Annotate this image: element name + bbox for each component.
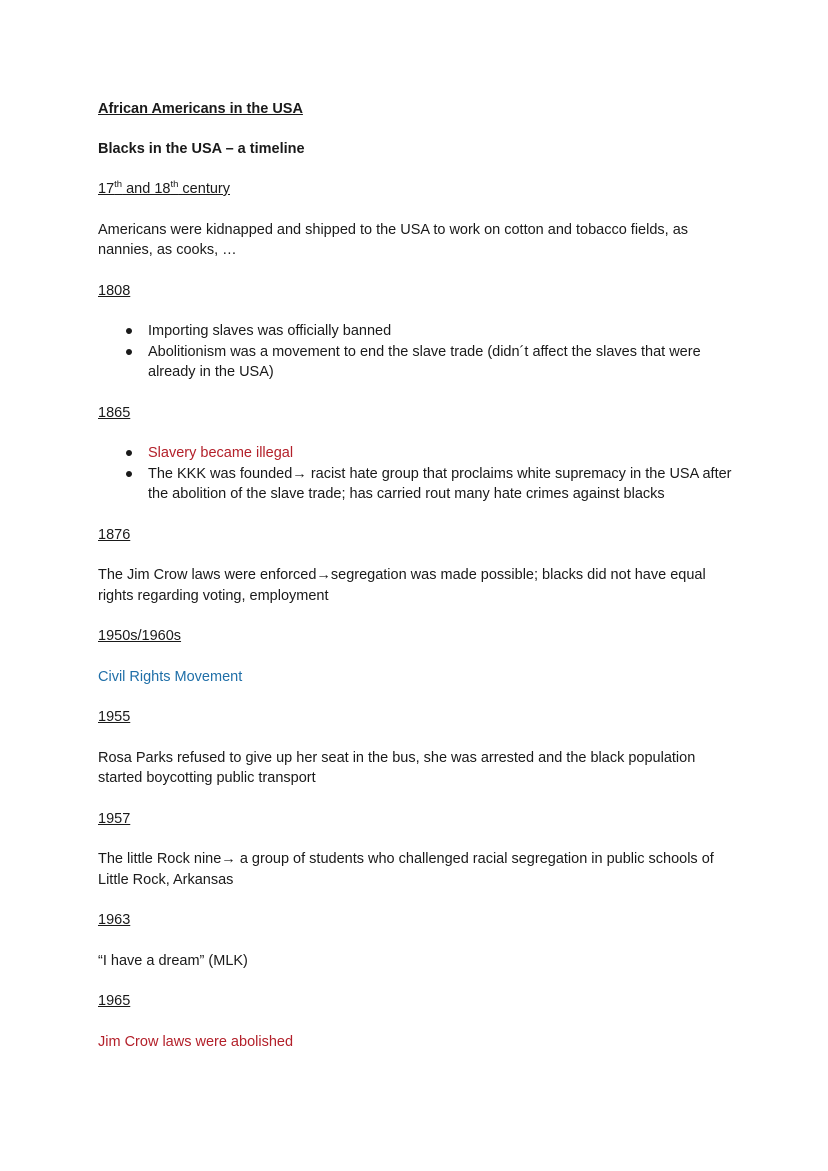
list-item: Abolitionism was a movement to end the slave trade (didn´t affect the slaves that were already in the USA) [148,342,738,383]
century-text: Americans were kidnapped and shipped to the USA to work on cotton and tobacco fields, as nannies, as cooks, … [98,221,689,258]
list-item: The KKK was founded→ racist hate group that proclaims white supremacy in the USA after the abolition of the slave trade; has carried rout many hate crimes against blacks [148,464,738,505]
year-1957: 1957 [98,810,131,827]
century-suffix-1: th [114,179,123,190]
document-content [98,99,738,1052]
century-number-1: 17 [98,181,115,197]
text-1876: The Jim Crow laws were enforced→segregation was made possible; blacks did not have equal rights regarding voting, employment [98,567,706,604]
year-1963: 1963 [98,912,131,928]
text-1955: Rosa Parks refused to give up her seat in the bus, she was arrested and the black population started boycotting public transport [98,749,696,786]
century-suffix-2: th [170,179,179,190]
list-item: Importing slaves was officially banned [148,321,738,342]
century-word: century [178,181,230,197]
document-subtitle: Blacks in the USA – a timeline [98,140,305,157]
list-1808 [98,321,738,383]
century-number-2: and 18 [122,181,171,197]
year-1876: 1876 [98,526,131,543]
heading-17th-18th-century [98,179,738,200]
text-1963: “I have a dream” (MLK) [98,952,248,969]
text-civil-rights-movement: Civil Rights Movement [98,668,243,685]
year-1965: 1965 [98,993,131,1009]
year-1950s-1960s: 1950s/1960s [98,628,182,644]
document-title: African Americans in the USA [98,101,303,117]
list-1865 [98,443,738,505]
year-1955: 1955 [98,709,131,725]
text-1965: Jim Crow laws were abolished [98,1033,294,1050]
text-1957: The little Rock nine→ a group of students who challenged racial segregation in public schools of Little Rock, Arkansas [98,851,714,888]
year-1865: 1865 [98,404,131,421]
year-1808: 1808 [98,282,131,299]
list-item: Slavery became illegal [148,443,738,464]
